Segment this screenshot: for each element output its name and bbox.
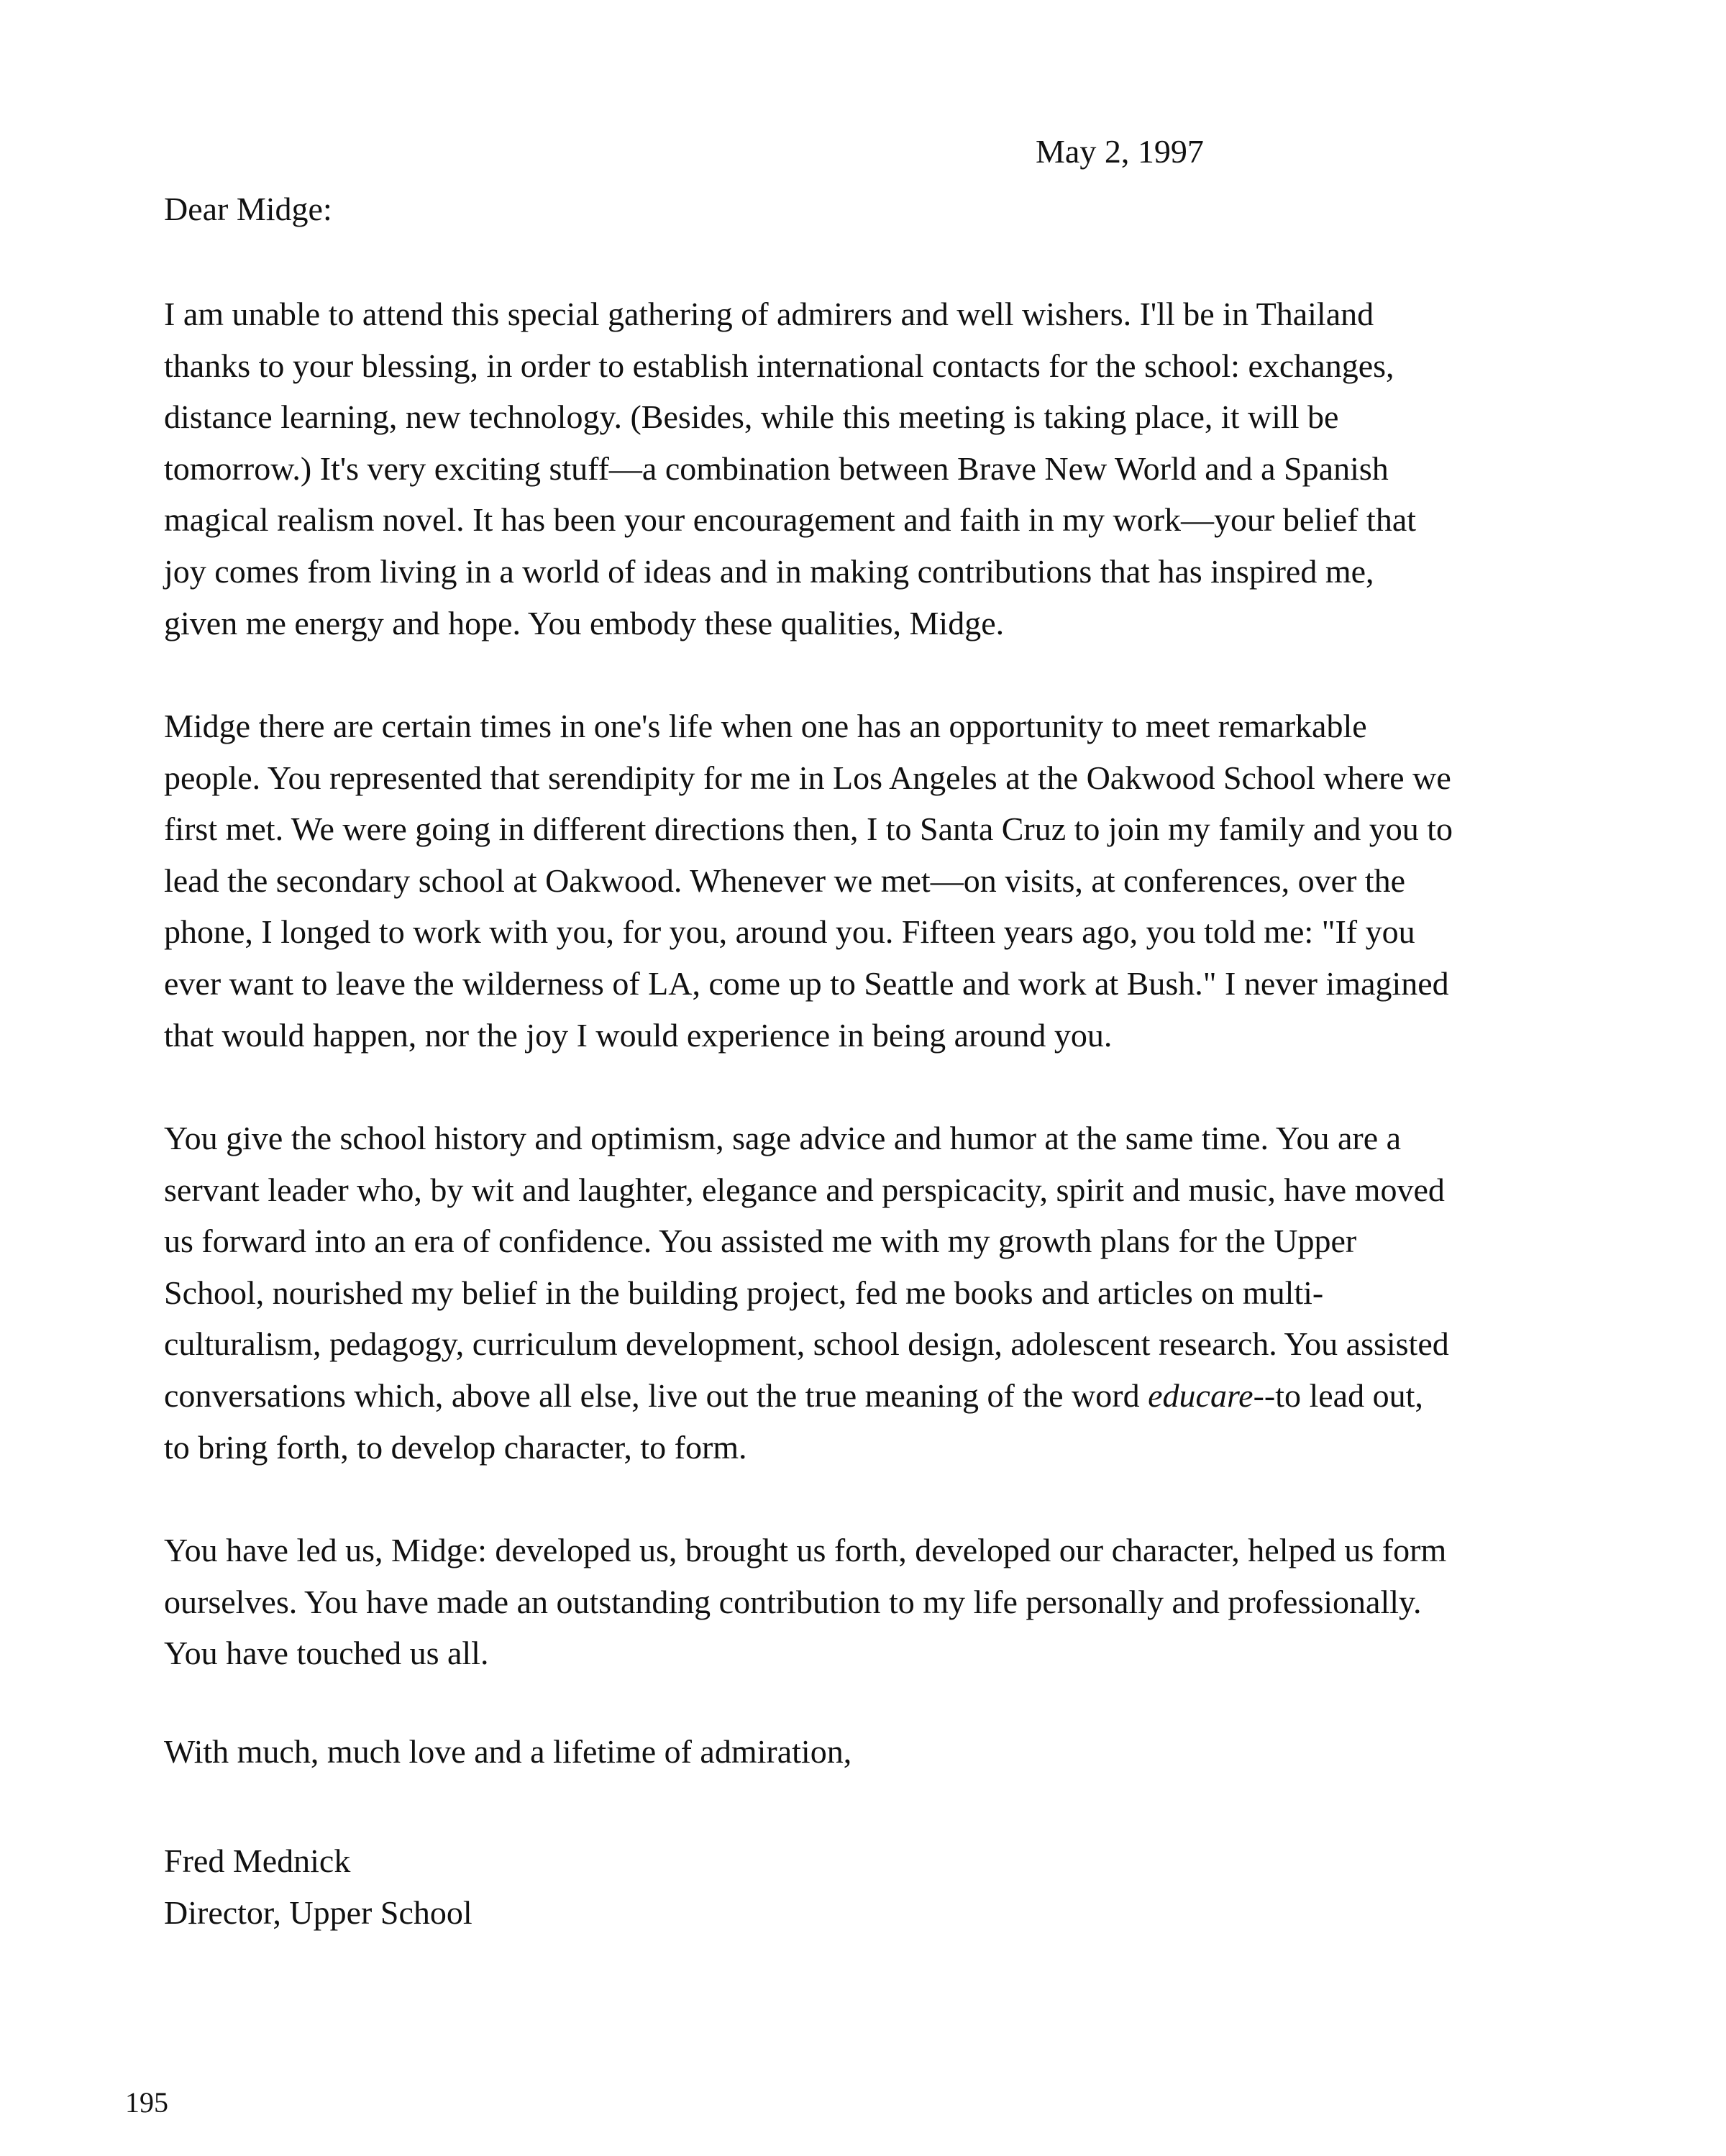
paragraph-line: thanks to your blessing, in order to establish international contacts for the school: exchanges, <box>164 347 1394 384</box>
line-text: conversations which, above all else, live out the true meaning of the word <box>164 1376 1149 1414</box>
paragraph-line: magical realism novel. It has been your encouragement and faith in my work—your belief that <box>164 501 1417 539</box>
paragraph-line: joy comes from living in a world of ideas and in making contributions that has inspired me, <box>164 552 1374 590</box>
paragraph-line: School, nourished my belief in the building project, fed me books and articles on multi- <box>164 1274 1324 1311</box>
paragraph-line: tomorrow.) It's very exciting stuff—a combination between Brave New World and a Spanish <box>164 449 1389 487</box>
closing: With much, much love and a lifetime of admiration, <box>164 1733 852 1770</box>
paragraph-line: distance learning, new technology. (Besides, while this meeting is taking place, it will be <box>164 398 1339 436</box>
paragraph-3 <box>164 1113 1609 1473</box>
paragraph-line: first met. We were going in different directions then, I to Santa Cruz to join my family and you to <box>164 810 1453 848</box>
signature-name: Fred Mednick <box>164 1842 351 1879</box>
paragraph-line: servant leader who, by wit and laughter, elegance and perspicacity, spirit and music, have moved <box>164 1171 1445 1208</box>
paragraph-line: that would happen, nor the joy I would experience in being around you. <box>164 1016 1113 1054</box>
paragraph-line: given me energy and hope. You embody these qualities, Midge. <box>164 604 1005 641</box>
line-text: --to lead out, <box>1253 1376 1423 1414</box>
paragraph-4 <box>164 1525 1609 1679</box>
paragraph-1 <box>164 288 1609 649</box>
paragraph-line: to bring forth, to develop character, to form. <box>164 1428 747 1466</box>
paragraph-line: people. You represented that serendipity for me in Los Angeles at the Oakwood School where we <box>164 759 1451 796</box>
paragraph-line: lead the secondary school at Oakwood. Whenever we met—on visits, at conferences, over the <box>164 862 1406 899</box>
paragraph-line: I am unable to attend this special gathering of admirers and well wishers. I'll be in Thailand <box>164 296 1374 332</box>
paragraph-line: ever want to leave the wilderness of LA, come up to Seattle and work at Bush." I never imagined <box>164 964 1449 1002</box>
italic-word-educare: educare <box>1148 1376 1254 1414</box>
paragraph-line: You have touched us all. <box>164 1635 489 1672</box>
paragraph-line: Midge there are certain times in one's life when one has an opportunity to meet remarkable <box>164 708 1367 744</box>
paragraph-2 <box>164 700 1609 1061</box>
page-number: 195 <box>125 2086 168 2119</box>
paragraph-line-with-italic <box>164 1370 1609 1422</box>
paragraph-line: culturalism, pedagogy, curriculum development, school design, adolescent research. You assisted <box>164 1325 1449 1363</box>
paragraph-line: us forward into an era of confidence. You assisted me with my growth plans for the Upper <box>164 1223 1357 1260</box>
letter-date: May 2, 1997 <box>1036 133 1204 170</box>
paragraph-line: You give the school history and optimism, sage advice and humor at the same time. You are a <box>164 1120 1402 1156</box>
paragraph-line: phone, I longed to work with you, for you, around you. Fifteen years ago, you told me: "If you <box>164 913 1415 951</box>
signature-block <box>164 1835 472 1938</box>
salutation: Dear Midge: <box>164 191 332 227</box>
signature-title: Director, Upper School <box>164 1894 472 1931</box>
paragraph-line: You have led us, Midge: developed us, brought us forth, developed our character, helped us form <box>164 1532 1447 1568</box>
paragraph-line: ourselves. You have made an outstanding contribution to my life personally and professionally. <box>164 1583 1422 1620</box>
